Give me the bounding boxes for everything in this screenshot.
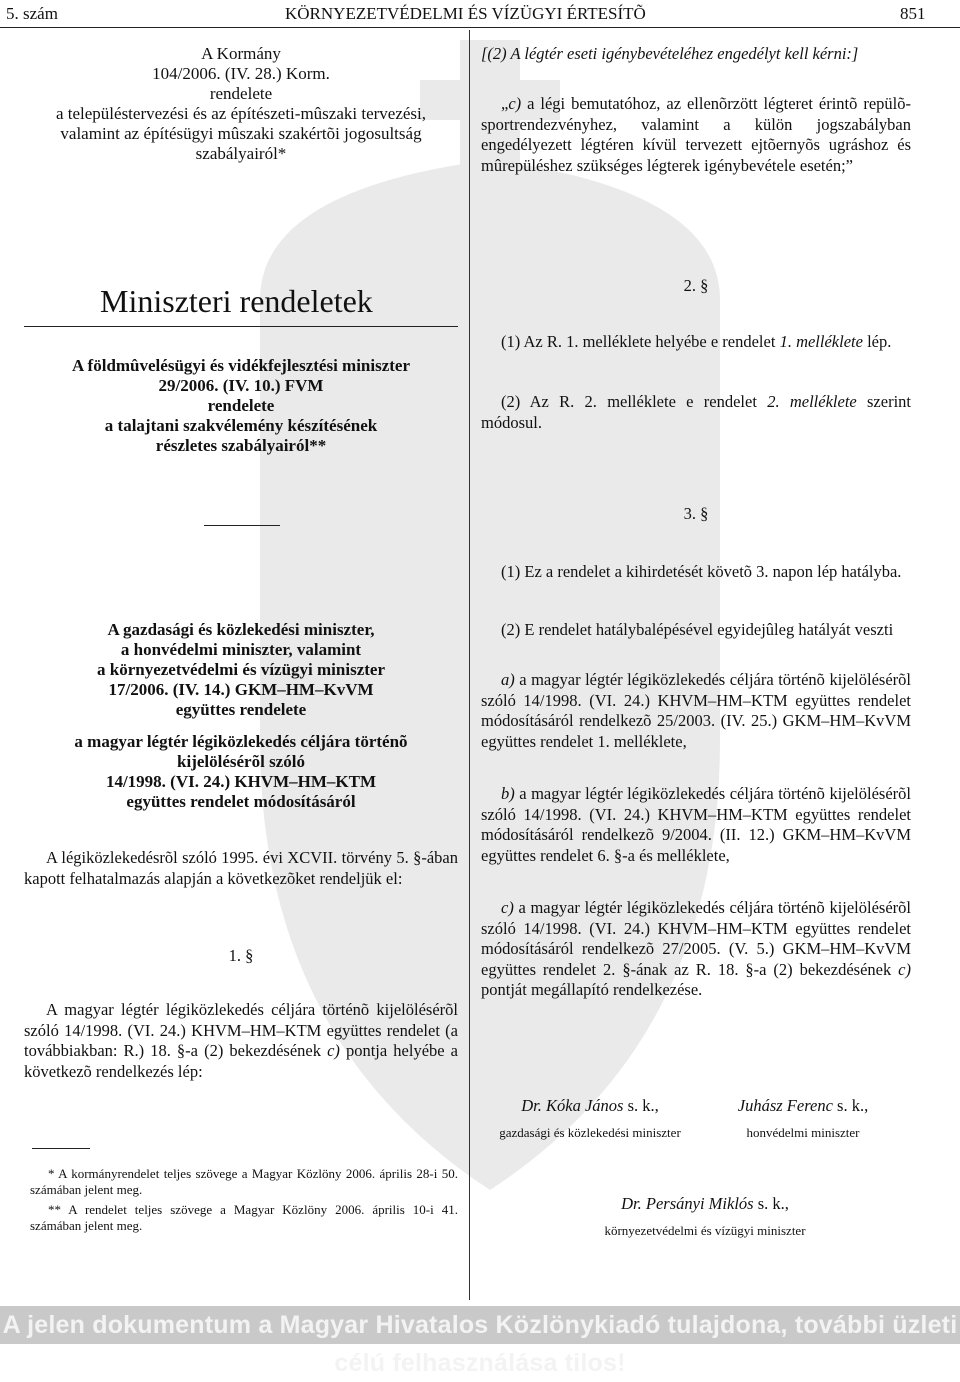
signatory-name: Juhász Ferenc [737, 1096, 833, 1115]
paragraph-3-1: (1) Ez a rendelet a kihirdetését követõ 3. napon lép hatályba. [501, 562, 902, 581]
joint-decree-line: 17/2006. (IV. 14.) GKM–HM–KvVM [108, 680, 374, 699]
signatory-name: Dr. Kóka János [521, 1096, 624, 1115]
signature-3: Dr. Persányi Miklós s. k., környezetvédelmi és vízügyi miniszter [540, 1194, 870, 1239]
gov-decree-title [24, 44, 458, 164]
amended-clause-c: „c) a légi bemutatóhoz, az ellenõrzött légteret érintõ repülõ-sportrendezvényhez, valamint a külön jogszabályban engedélyezett légtéren kívül tervezett ejtõernyõs ugráshoz és mûrepüléshez szükséges légterek igénybevétele esetén;” [481, 94, 911, 175]
joint-decree-line: együttes rendelete [175, 700, 307, 719]
joint-decree-line: együttes rendelet módosításáról [126, 792, 356, 811]
short-separator [204, 525, 280, 526]
fvm-decree-line: rendelete [207, 396, 275, 415]
joint-decree-line: a honvédelmi miniszter, valamint [120, 640, 362, 659]
repeal-item-a: a) a magyar légtér légiközlekedés céljára történõ kijelölésérõl szóló 14/1998. (VI. 24.) KHVM–HM–KTM együttes rendelet módosításáról rendelkezõ 25/2003. (IV. 25.) GKM–HM–KvVM együttes rendelet 1. melléklete, [481, 670, 911, 751]
joint-decree-line: kijelölésérõl szóló [177, 752, 305, 771]
fvm-decree-line: részletes szabályairól** [155, 436, 327, 455]
joint-decree-line: a környezetvédelmi és vízügyi miniszter [97, 660, 385, 679]
joint-decree-line: 14/1998. (VI. 24.) KHVM–HM–KTM [105, 772, 377, 791]
footnote-1: * A kormányrendelet teljes szövege a Magyar Közlöny 2006. április 28-i 50. számában jelent meg. [30, 1166, 458, 1197]
signatory-name: Dr. Persányi Miklós [621, 1194, 754, 1213]
joint-decree-title [24, 620, 458, 812]
joint-decree-line: a magyar légtér légiközlekedés céljára történõ [74, 732, 408, 751]
paragraph-2-1: (1) Az R. 1. melléklete helyébe e rendelet 1. melléklete lép. [501, 332, 892, 351]
gov-decree-line: 104/2006. (IV. 28.) Korm. [152, 64, 330, 83]
repeal-item-c: c) a magyar légtér légiközlekedés céljára történõ kijelölésérõl szóló 14/1998. (VI. 24.) KHVM–HM–KTM együttes rendelet módosításáról rendelkezõ 27/2005. (V. 5.) GKM–HM–KvVM együttes rendelet 2. §-ának az R. 18. §-a (2) bekezdésének c) pontját megállapító rendelkezése. [481, 898, 911, 999]
fvm-decree-line: A földmûvelésügyi és vidékfejlesztési miniszter [71, 356, 411, 375]
amended-clause-intro: [(2) A légtér eseti igénybevételéhez engedélyt kell kérni:] [481, 44, 859, 63]
fvm-decree-line: 29/2006. (IV. 10.) FVM [158, 376, 324, 395]
issue-number: 5. szám [6, 4, 58, 23]
preamble: A légiközlekedésrõl szóló 1995. évi XCVII. törvény 5. §-ában kapott felhatalmazás alapján a következõket rendeljük el: [24, 848, 458, 888]
paragraph-1-number: 1. § [228, 946, 254, 965]
paragraph-3-2: (2) E rendelet hatálybalépésével egyidejûleg hatályát veszti [501, 620, 894, 639]
signatory-role: gazdasági és közlekedési miniszter [499, 1124, 681, 1140]
signatory-role: honvédelmi miniszter [746, 1124, 860, 1140]
gov-decree-line: rendelete [209, 84, 273, 103]
paragraph-2-2: (2) Az R. 2. melléklete e rendelet 2. melléklete szerint módosul. [481, 392, 911, 432]
signature-2: Juhász Ferenc s. k., honvédelmi miniszter [700, 1096, 906, 1141]
footnote-rule [32, 1148, 90, 1149]
gov-decree-line: A Kormány [201, 44, 281, 63]
page-number: 851 [900, 4, 926, 23]
gov-decree-line: a településtervezési és az építészeti-mûszaki tervezési, [55, 104, 427, 123]
signatory-role: környezetvédelmi és vízügyi miniszter [604, 1222, 806, 1238]
journal-title: KÖRNYEZETVÉDELMI ÉS VÍZÜGYI ÉRTESÍTÕ [285, 4, 646, 23]
footnote-2: ** A rendelet teljes szövege a Magyar Közlöny 2006. április 10-i 41. számában jelent meg. [30, 1202, 458, 1233]
section-rule [24, 326, 458, 327]
header-rule [0, 27, 960, 28]
joint-decree-line: A gazdasági és közlekedési miniszter, [107, 620, 375, 639]
signature-1: Dr. Kóka János s. k., gazdasági és közlekedési miniszter [481, 1096, 699, 1141]
ownership-banner [0, 1306, 960, 1377]
ownership-banner-text: A jelen dokumentum a Magyar Hivatalos Közlönykiadó tulajdona, további üzleti célú felhasználása tilos! [2, 1311, 958, 1377]
fvm-decree-title [24, 356, 458, 456]
paragraph-1-text: A magyar légtér légiközlekedés céljára történõ kijelölésérõl szóló 14/1998. (VI. 24.) KHVM–HM–KTM együttes rendelet (a továbbiakban: R.) 18. §-a (2) bekezdésének c) pontja helyébe a következõ rendelkezés lép: [24, 1000, 458, 1081]
paragraph-3-number: 3. § [683, 504, 709, 523]
gov-decree-line: valamint az építésügyi mûszaki szakértõi jogosultság [60, 124, 422, 143]
column-divider [469, 30, 470, 1300]
repeal-item-b: b) a magyar légtér légiközlekedés céljára történõ kijelölésérõl szóló 14/1998. (VI. 24.) KHVM–HM–KTM együttes rendelet módosításáról rendelkezõ 9/2004. (II. 12.) GKM–HM–KvVM együttes rendelet 6. §-a és melléklete, [481, 784, 911, 865]
fvm-decree-line: a talajtani szakvélemény készítésének [104, 416, 378, 435]
gov-decree-line: szabályairól* [195, 144, 287, 163]
section-title: Miniszteri rendeletek [100, 283, 373, 319]
paragraph-2-number: 2. § [683, 276, 709, 295]
